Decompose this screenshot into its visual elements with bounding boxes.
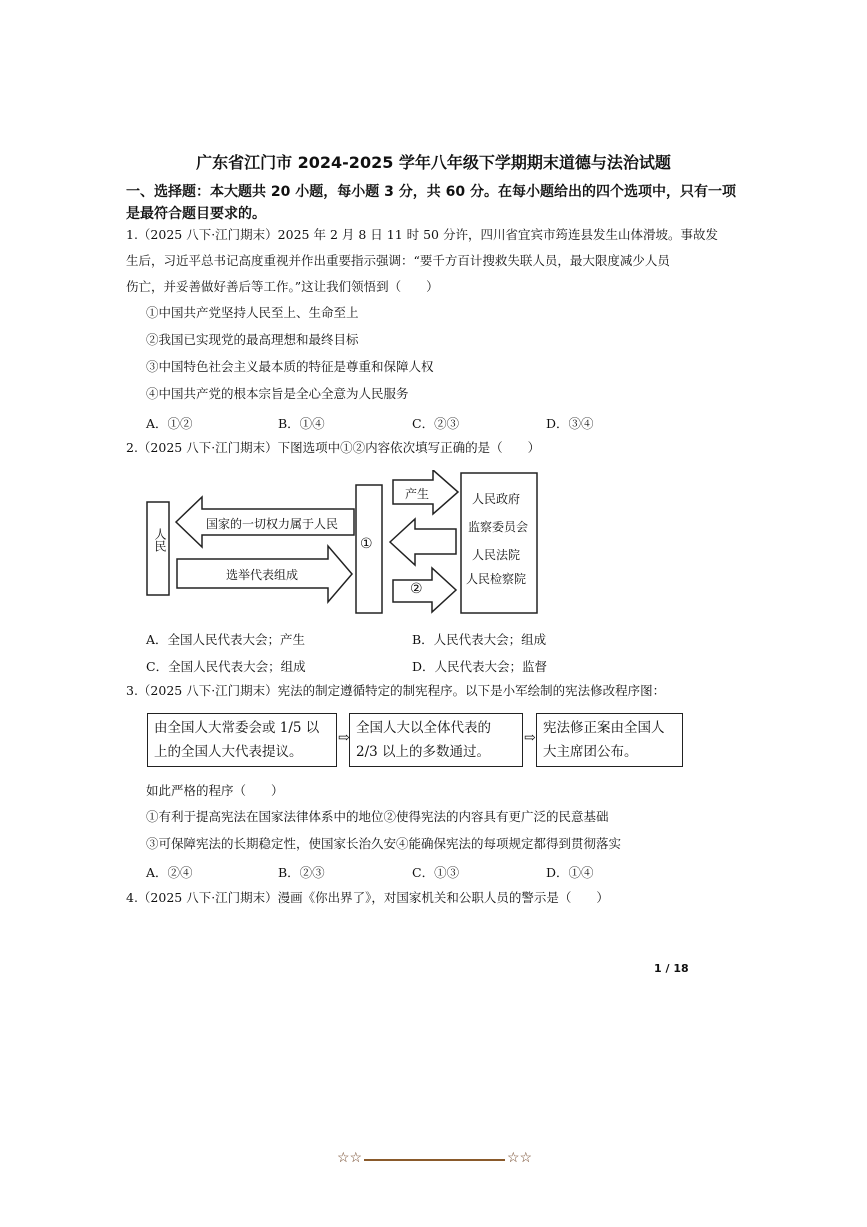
question-3-stem: 3.（2025 八下·江门期末）宪法的制定遵循特定的制宪程序。以下是小军绘制的宪法修改程序图： bbox=[126, 683, 666, 698]
org-3: 人民法院 bbox=[472, 548, 521, 562]
q1-option-d[interactable]: D．③④ bbox=[546, 416, 594, 431]
section-heading bbox=[126, 181, 736, 225]
q2-diagram bbox=[140, 470, 550, 620]
flow-step-1: 由全国人大常委会或 1/5 以上的全国人大代表提议。 bbox=[147, 713, 337, 767]
page-number: 1 / 18 bbox=[654, 962, 689, 975]
org-2: 监察委员会 bbox=[468, 520, 529, 534]
footer-decoration bbox=[337, 1150, 532, 1170]
q1-line2: 生后，习近平总书记高度重视并作出重要指示强调：“要千方百计搜救失联人员，最大限度减少人员 bbox=[126, 253, 670, 268]
q3-option-b[interactable]: B．②③ bbox=[278, 865, 325, 880]
q3-after: 如此严格的程序（ ） bbox=[146, 783, 284, 798]
org-4: 人民检察院 bbox=[466, 572, 527, 586]
q2-option-d[interactable]: D．人民代表大会；监督 bbox=[412, 659, 548, 674]
produce-label: 产生 bbox=[405, 487, 430, 501]
question-1-stem bbox=[126, 222, 718, 300]
circle2-label: ② bbox=[410, 581, 423, 597]
q2-option-c[interactable]: C．全国人民代表大会；组成 bbox=[146, 659, 306, 674]
q1-item-3: ③中国特色社会主义最本质的特征是尊重和保障人权 bbox=[146, 359, 434, 374]
footer-stars-left: ☆☆ bbox=[337, 1150, 363, 1166]
q2-option-a[interactable]: A．全国人民代表大会；产生 bbox=[146, 632, 306, 647]
q1-option-a[interactable]: A．①② bbox=[146, 416, 193, 431]
q1-line1: 1.（2025 八下·江门期末）2025 年 2 月 8 日 11 时 50 分许，四川省宜宾市筠连县发生山体滑坡。事故发 bbox=[126, 227, 718, 242]
q1-item-1: ①中国共产党坚持人民至上、生命至上 bbox=[146, 305, 359, 320]
footer-stars-right: ☆☆ bbox=[507, 1150, 533, 1166]
question-1-items bbox=[146, 300, 434, 408]
question-4-stem: 4.（2025 八下·江门期末）漫画《你出界了》，对国家机关和公职人员的警示是（ ） bbox=[126, 890, 609, 905]
arrow-circle2 bbox=[393, 568, 456, 612]
q3-items-line1: ①有利于提高宪法在国家法律体系中的地位②使得宪法的内容具有更广泛的民意基础 bbox=[146, 809, 609, 824]
document-title: 广东省江门市 2024-2025 学年八年级下学期期末道德与法治试题 bbox=[196, 153, 671, 172]
section-heading-line2: 是最符合题目要求的。 bbox=[126, 206, 266, 222]
q1-item-2: ②我国已实现党的最高理想和最终目标 bbox=[146, 332, 359, 347]
arrow-supervise bbox=[390, 519, 456, 565]
q1-item-4: ④中国共产党的根本宗旨是全心全意为人民服务 bbox=[146, 386, 409, 401]
footer-line bbox=[364, 1159, 505, 1161]
q1-option-c[interactable]: C．②③ bbox=[412, 416, 460, 431]
flow-arrow-2: ⇨ bbox=[524, 730, 536, 746]
q3-items-line2: ③可保障宪法的长期稳定性，使国家长治久安④能确保宪法的每项规定都得到贯彻落实 bbox=[146, 836, 622, 851]
org-1: 人民政府 bbox=[472, 492, 521, 506]
people-label: 人民 bbox=[153, 528, 167, 552]
q3-option-a[interactable]: A．②④ bbox=[146, 865, 193, 880]
flow-arrow-1: ⇨ bbox=[338, 730, 350, 746]
flow-step-2: 全国人大以全体代表的 2/3 以上的多数通过。 bbox=[349, 713, 523, 767]
section-heading-line1: 一、选择题：本大题共 20 小题，每小题 3 分，共 60 分。在每小题给出的四个选项中，只有一项 bbox=[126, 184, 736, 200]
circle1-label: ① bbox=[360, 536, 373, 552]
q2-option-b[interactable]: B．人民代表大会；组成 bbox=[412, 632, 547, 647]
arrow-bottom-label: 选举代表组成 bbox=[226, 568, 299, 582]
arrow-top-label: 国家的一切权力属于人民 bbox=[206, 517, 339, 531]
question-2-stem: 2.（2025 八下·江门期末）下图选项中①②内容依次填写正确的是（ ） bbox=[126, 440, 541, 455]
q3-option-d[interactable]: D．①④ bbox=[546, 865, 594, 880]
flow-step-3: 宪法修正案由全国人大主席团公布。 bbox=[536, 713, 683, 767]
q3-option-c[interactable]: C．①③ bbox=[412, 865, 460, 880]
q1-line3: 伤亡，并妥善做好善后等工作。”这让我们领悟到（ ） bbox=[126, 279, 439, 294]
q1-option-b[interactable]: B．①④ bbox=[278, 416, 325, 431]
